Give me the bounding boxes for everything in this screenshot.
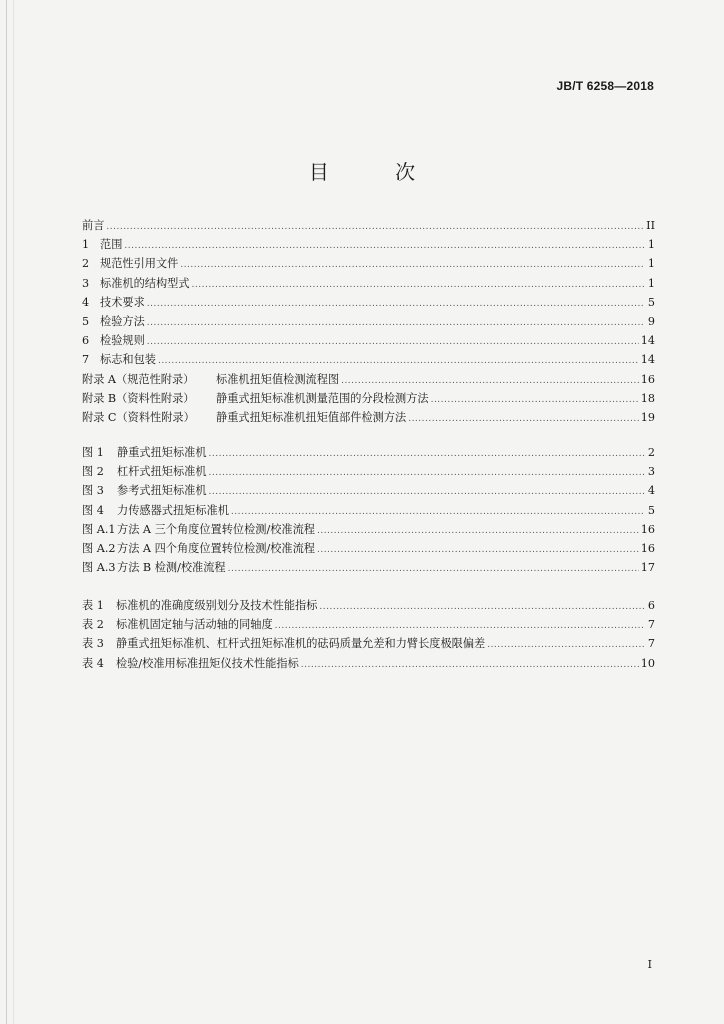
toc-table-entry[interactable]: [82, 596, 655, 615]
toc-entry-number: 图 4: [82, 503, 104, 517]
toc-entry-page: 6: [647, 599, 655, 612]
toc-entry-7[interactable]: [82, 350, 655, 369]
toc-entry-number: 表 4: [82, 656, 104, 670]
toc-entry-appendix-c[interactable]: [82, 408, 655, 427]
toc-entry-label: 标准机的准确度级别划分及技术性能指标: [116, 599, 318, 612]
dot-leader: [209, 483, 645, 502]
toc-entry-number: 图 1: [82, 446, 104, 459]
toc-entry-label: 标志和包装: [100, 353, 156, 367]
toc-entry-page: 4: [647, 484, 655, 498]
toc-entry-page: 3: [647, 465, 655, 479]
scan-binding-edge: [13, 0, 14, 1024]
toc-entry-number: 图 3: [82, 484, 104, 498]
toc-entry-page: 14: [640, 353, 655, 367]
toc-entry-label: 静重式扭矩标准机测量范围的分段检测方法: [216, 391, 429, 405]
toc-entry-label: 方法 B 检测/校准流程: [117, 561, 226, 575]
toc-entry-label: 静重式扭矩标准机: [117, 446, 207, 459]
toc-entry-label: 方法 A 三个角度位置转位检测/校准流程: [117, 522, 315, 536]
toc-entry-page: 14: [640, 334, 655, 348]
toc-entry-page: 17: [640, 561, 655, 575]
toc-entry-page: 19: [640, 410, 655, 424]
toc-entry-label: 标准机固定轴与活动轴的同轴度: [116, 618, 273, 632]
toc-entry-label: 检验/校准用标准扭矩仪技术性能指标: [116, 656, 299, 670]
dot-leader: [317, 541, 639, 560]
toc-table-entry[interactable]: [82, 654, 655, 673]
page-number: I: [647, 958, 652, 971]
standard-id: JB/T 6258—2018: [556, 79, 654, 93]
toc-entry-1[interactable]: [82, 235, 655, 254]
toc-entry-foreword[interactable]: [82, 216, 655, 235]
toc-entry-label: 静重式扭矩标准机、杠杆式扭矩标准机的砝码质量允差和力臂长度极限偏差: [116, 637, 486, 651]
dot-leader: [301, 656, 639, 675]
toc-figure-entry[interactable]: [82, 558, 655, 577]
toc-entry-page: 9: [647, 314, 655, 328]
toc-entry-number: 2: [82, 257, 90, 271]
dot-leader: [180, 256, 645, 275]
toc-entry-page: 18: [640, 391, 655, 405]
toc-entry-page: 7: [647, 618, 655, 632]
dot-leader: [228, 560, 639, 579]
toc-entry-number: 3: [82, 276, 90, 290]
toc-entry-4[interactable]: [82, 293, 655, 312]
toc-entry-label: 标准机扭矩值检测流程图: [216, 372, 340, 386]
toc-entry-page: 16: [640, 522, 655, 536]
toc-entry-number: 图 A.3: [82, 561, 116, 575]
toc-entry-number: 1: [82, 238, 90, 252]
toc-entry-label: 范围: [100, 238, 123, 252]
toc-entry-number: 附录 B（资料性附录）: [82, 391, 195, 405]
toc-entry-3[interactable]: [82, 274, 655, 293]
toc-entry-number: 表 1: [82, 599, 104, 612]
dot-leader: [209, 464, 645, 483]
toc-entry-label: 方法 A 四个角度位置转位检测/校准流程: [117, 541, 315, 555]
toc-entry-label: 检验方法: [100, 314, 145, 328]
toc-entry-number: 5: [82, 314, 90, 328]
dot-leader: [408, 410, 639, 429]
toc-table-entry[interactable]: [82, 615, 655, 634]
page-title: 目 次: [308, 160, 446, 184]
toc-figure-entry[interactable]: [82, 481, 655, 500]
toc-figures: [82, 443, 655, 577]
toc-entry-page: 1: [647, 257, 655, 271]
toc-entry-label: 检验规则: [100, 334, 145, 348]
toc-figure-entry[interactable]: [82, 462, 655, 481]
toc-entry-page: 10: [640, 656, 655, 670]
toc-entry-number: 7: [82, 353, 90, 367]
toc-entry-label: 力传感器式扭矩标准机: [117, 503, 229, 517]
toc-entry-number: 图 2: [82, 465, 104, 479]
dot-leader: [147, 333, 639, 352]
toc-entry-number: 4: [82, 295, 90, 309]
toc-entry-page: II: [646, 219, 655, 232]
toc-entry-number: 附录 A（规范性附录）: [82, 372, 195, 386]
dot-leader: [487, 636, 645, 655]
dot-leader: [431, 391, 639, 410]
toc-entry-number: 附录 C（资料性附录）: [82, 410, 195, 424]
toc-entry-label: 参考式扭矩标准机: [117, 484, 207, 498]
toc-entry-appendix-b[interactable]: [82, 389, 655, 408]
toc-entry-page: 2: [647, 446, 655, 459]
toc-entry-number: 表 2: [82, 618, 104, 632]
dot-leader: [147, 314, 645, 333]
dot-leader: [319, 598, 645, 617]
toc-figure-entry[interactable]: [82, 443, 655, 462]
toc-entry-label: 前言: [82, 219, 105, 232]
toc-entry-page: 16: [640, 372, 655, 386]
toc-entry-label: 静重式扭矩标准机扭矩值部件检测方法: [216, 410, 407, 424]
toc-entry-appendix-a[interactable]: [82, 370, 655, 389]
toc-entry-page: 1: [647, 276, 655, 290]
dot-leader: [106, 218, 644, 237]
dot-leader: [209, 445, 645, 464]
toc-entry-page: 7: [647, 637, 655, 651]
toc-entry-label: 标准机的结构型式: [100, 276, 190, 290]
dot-leader: [317, 522, 639, 541]
toc-entry-page: 5: [647, 503, 655, 517]
dot-leader: [147, 295, 645, 314]
toc-entry-label: 规范性引用文件: [100, 257, 179, 271]
toc-entry-label: 杠杆式扭矩标准机: [117, 465, 207, 479]
toc-entry-number: 表 3: [82, 637, 104, 651]
toc-entry-5[interactable]: [82, 312, 655, 331]
toc-table-entry[interactable]: [82, 634, 655, 653]
toc-main: [82, 216, 655, 427]
toc-entry-label: 技术要求: [100, 295, 145, 309]
toc-entry-number: 图 A.1: [82, 522, 116, 536]
toc-figure-entry[interactable]: [82, 501, 655, 520]
toc-entry-page: 1: [647, 238, 655, 252]
toc-figure-entry[interactable]: [82, 539, 655, 558]
scan-binding-edge: [6, 0, 7, 1024]
dot-leader: [124, 237, 645, 256]
toc-entry-number: 6: [82, 334, 90, 348]
toc-entry-page: 5: [647, 295, 655, 309]
toc-entry-page: 16: [640, 541, 655, 555]
toc-entry-2[interactable]: [82, 254, 655, 273]
toc-entry-6[interactable]: [82, 331, 655, 350]
toc-tables: [82, 596, 655, 673]
dot-leader: [192, 276, 645, 295]
toc-figure-entry[interactable]: [82, 520, 655, 539]
toc-entry-number: 图 A.2: [82, 541, 116, 555]
